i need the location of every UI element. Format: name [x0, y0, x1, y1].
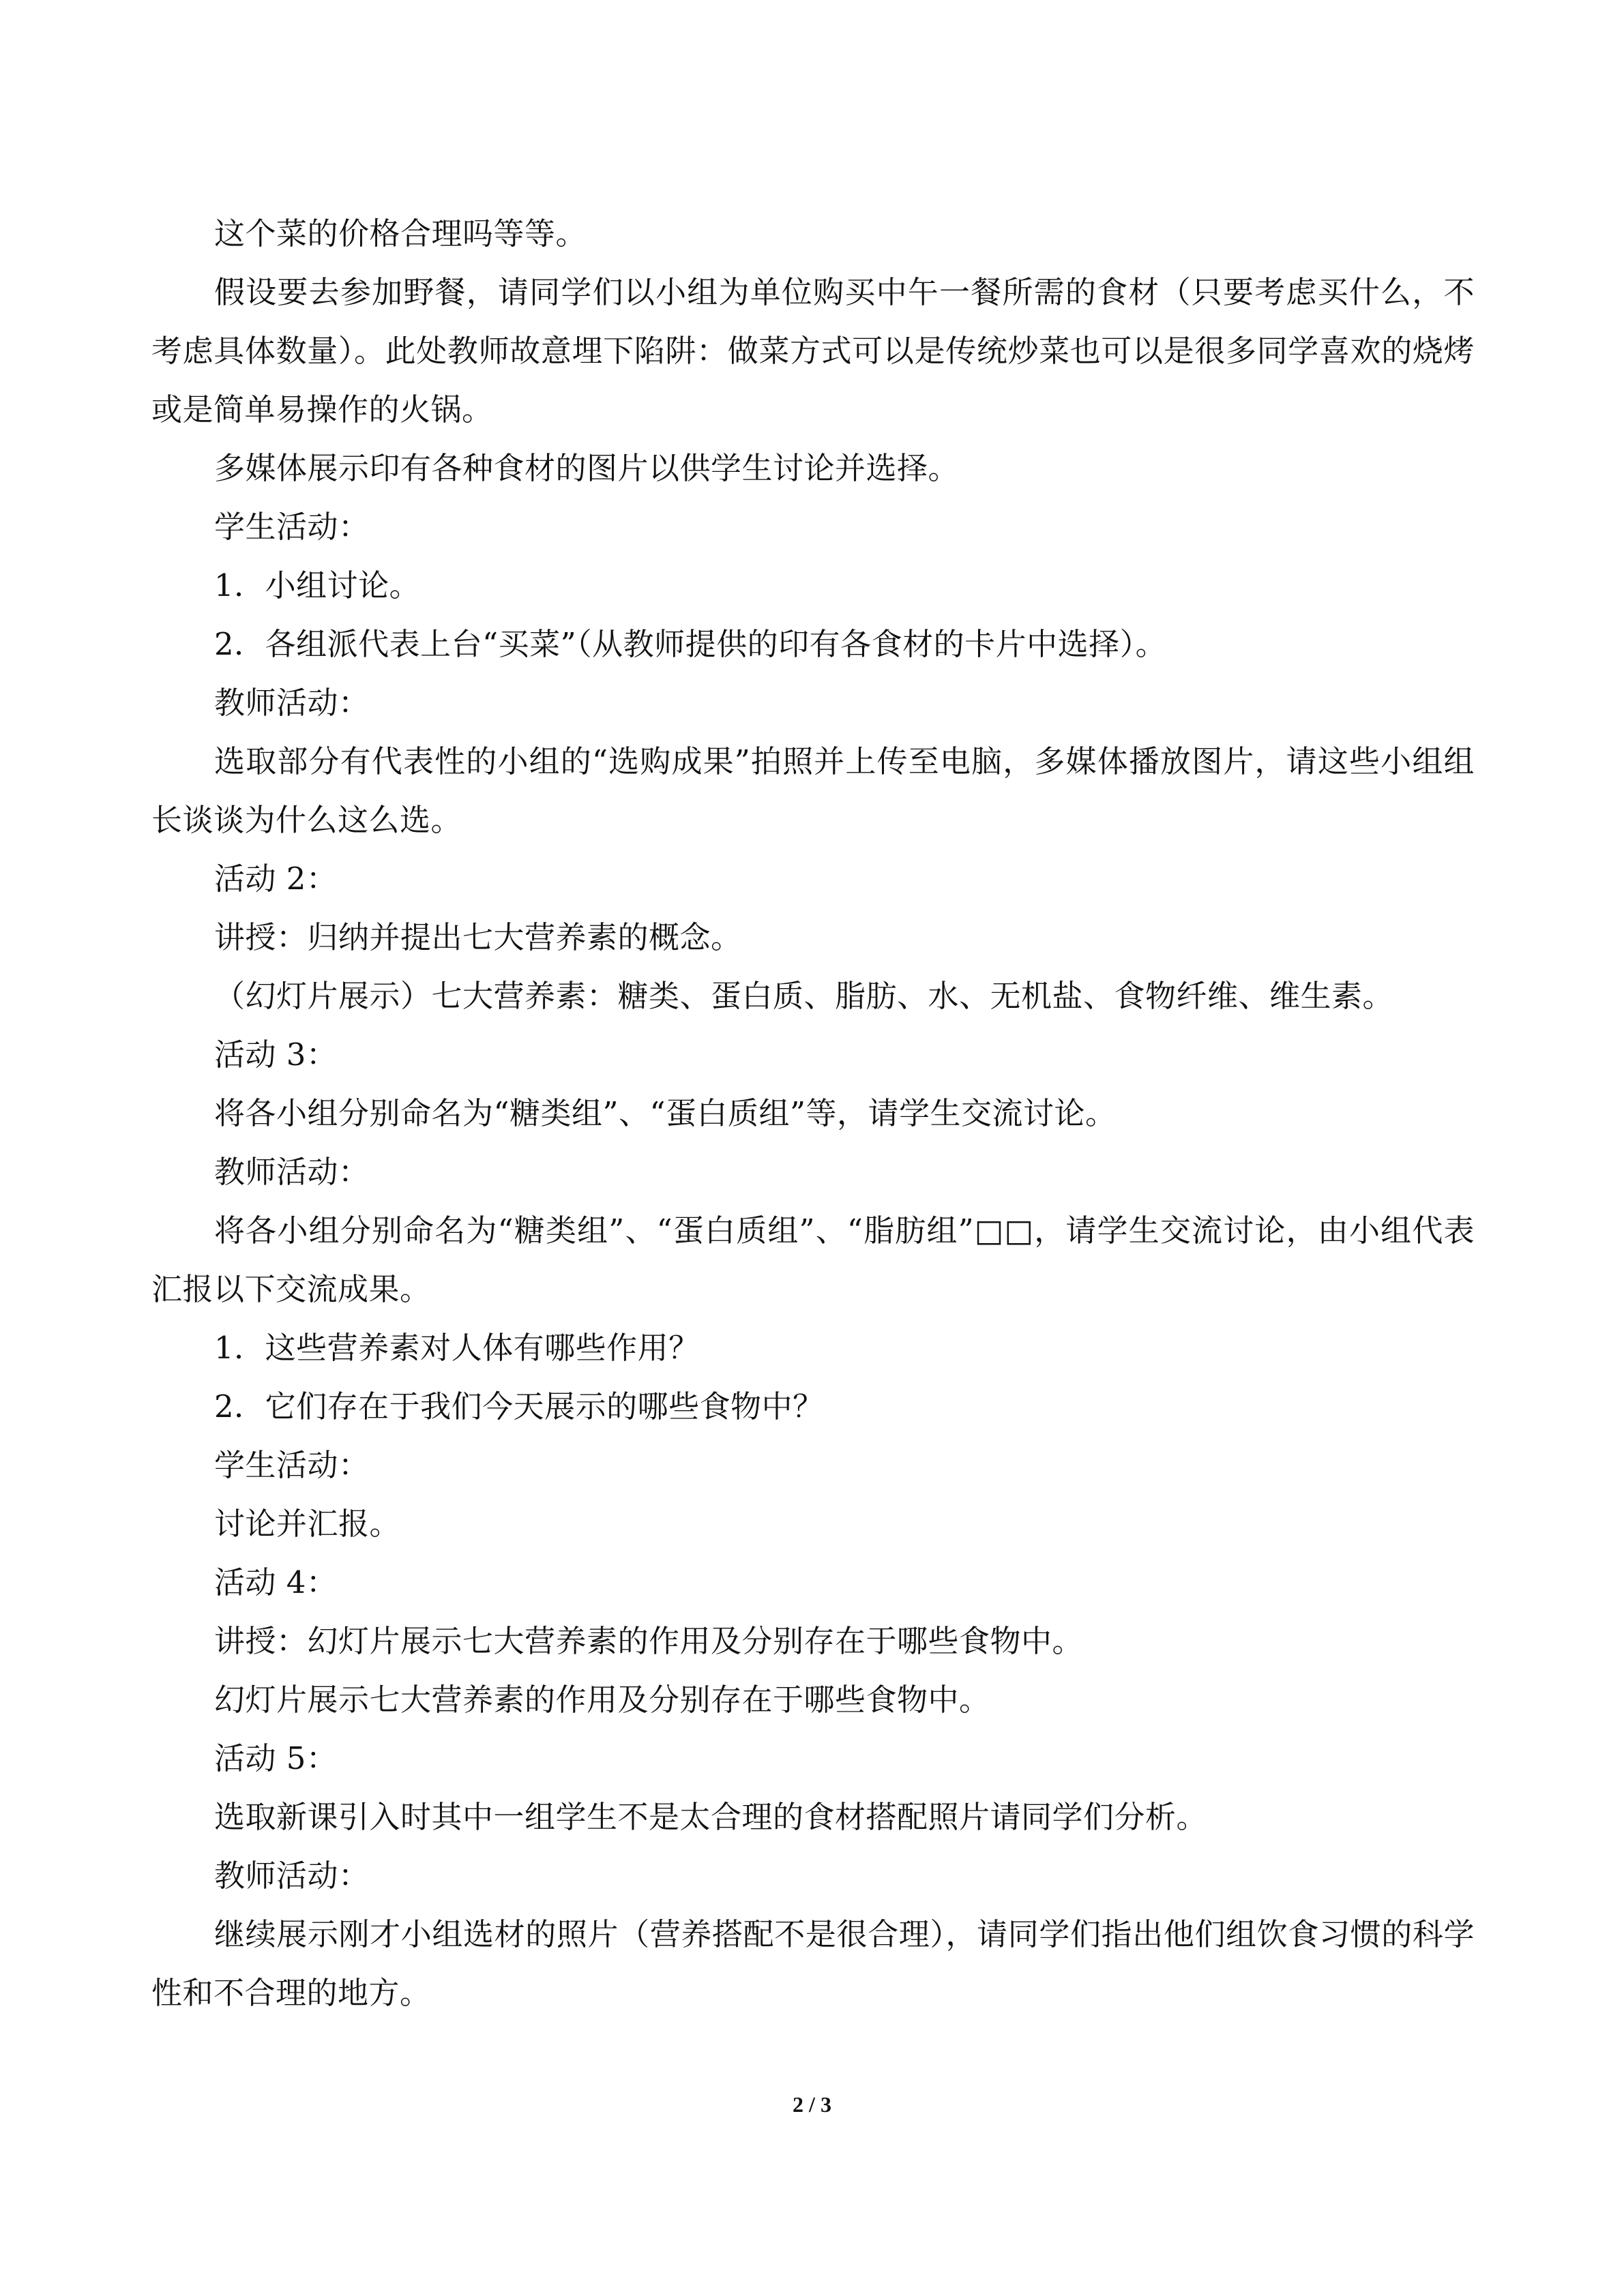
activity-heading: 活动 4：	[214, 1564, 338, 1600]
paragraph: 讲授：幻灯片展示七大营养素的作用及分别存在于哪些食物中。	[214, 1623, 1084, 1659]
activity-heading: 活动 2：	[214, 861, 338, 897]
section-label: 教师活动：	[214, 1858, 370, 1894]
paragraph: 假设要去参加野餐，请同学们以小组为单位购买中午一餐所需的食材（只要考虑买什么，不考虑具体数量）。此处教师故意埋下陷阱：做菜方式可以是传统炒菜也可以是很多同学喜欢的烧烤或是简单易操作的火锅。	[151, 274, 1475, 428]
paragraph: 选取部分有代表性的小组的“选购成果”拍照并上传至电脑，多媒体播放图片，请这些小组组长谈谈为什么这么选。	[151, 743, 1475, 838]
paragraph: 将各小组分别命名为“糖类组”、“蛋白质组”等，请学生交流讨论。	[214, 1095, 1117, 1131]
paragraph: 继续展示刚才小组选材的照片（营养搭配不是很合理），请同学们指出他们组饮食习惯的科学性和不合理的地方。	[151, 1916, 1475, 2011]
paragraph: 多媒体展示印有各种食材的图片以供学生讨论并选择。	[214, 450, 960, 486]
body-text	[151, 205, 1475, 2023]
paragraph: 讲授：归纳并提出七大营养素的概念。	[214, 919, 742, 955]
list-item: 1．这些营养素对人体有哪些作用？	[214, 1330, 700, 1366]
activity-heading: 活动 3：	[214, 1037, 338, 1073]
list-item: 1．小组讨论。	[214, 567, 421, 603]
list-item: 2．各组派代表上台“买菜”（从教师提供的印有各食材的卡片中选择）。	[214, 626, 1167, 662]
paragraph: 幻灯片展示七大营养素的作用及分别存在于哪些食物中。	[214, 1682, 990, 1718]
paragraph: （幻灯片展示）七大营养素：糖类、蛋白质、脂肪、水、无机盐、食物纤维、维生素。	[214, 978, 1394, 1014]
paragraph: 讨论并汇报。	[214, 1506, 401, 1542]
list-item: 2．它们存在于我们今天展示的哪些食物中？	[214, 1388, 824, 1425]
page-number: 2 / 3	[793, 2092, 831, 2117]
activity-heading: 活动 5：	[214, 1740, 338, 1776]
paragraph: 这个菜的价格合理吗等等。	[214, 215, 587, 252]
section-label: 学生活动：	[214, 509, 370, 545]
section-label: 教师活动：	[214, 1154, 370, 1190]
paragraph: 将各小组分别命名为“糖类组”、“蛋白质组”、“脂肪组”□□，请学生交流讨论，由小组代表汇报以下交流成果。	[151, 1212, 1475, 1307]
section-label: 教师活动：	[214, 685, 370, 721]
paragraph: 选取新课引入时其中一组学生不是太合理的食材搭配照片请同学们分析。	[214, 1799, 1208, 1835]
section-label: 学生活动：	[214, 1447, 370, 1483]
